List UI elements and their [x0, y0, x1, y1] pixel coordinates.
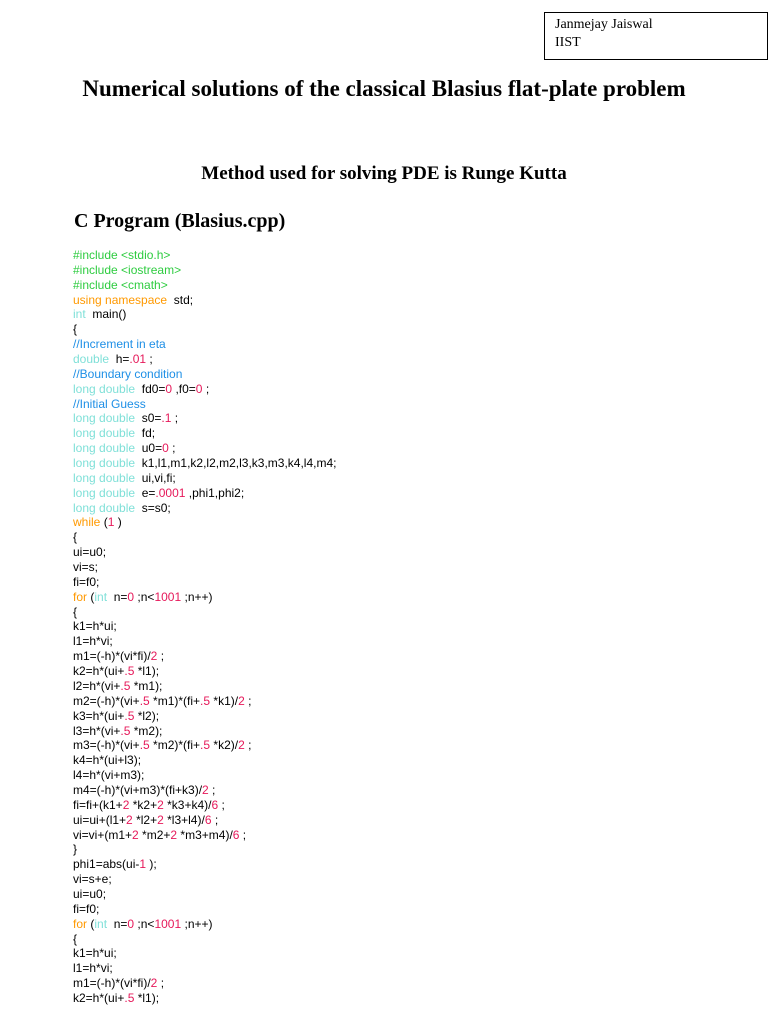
code-line: [73, 619, 753, 634]
code-line: [73, 337, 753, 352]
code-line: [73, 768, 753, 783]
code-text: ;: [168, 441, 176, 456]
number-token: .5: [139, 738, 150, 753]
code-line: [73, 515, 753, 530]
type-token: int: [94, 589, 108, 604]
code-line: [73, 664, 753, 679]
code-text: k3=h*(ui+: [73, 708, 125, 723]
number-token: .5: [124, 708, 135, 723]
type-token: long double: [73, 485, 136, 500]
code-text: ;n<: [134, 916, 155, 931]
keyword-token: for: [73, 589, 88, 604]
code-text: h=: [109, 352, 130, 367]
code-text: ;: [244, 738, 252, 753]
code-text: *m2+: [138, 827, 171, 842]
code-line: [73, 679, 753, 694]
code-text: main(): [85, 307, 127, 322]
code-text: ui=u0;: [73, 545, 107, 560]
code-text: l2=h*(vi+: [73, 678, 121, 693]
preprocessor-token: <stdio.h>: [121, 248, 171, 262]
number-token: 6: [204, 812, 212, 827]
comment-token: //Boundary condition: [73, 366, 183, 381]
code-line: [73, 278, 753, 293]
number-token: .5: [200, 738, 211, 753]
number-token: 2: [238, 693, 245, 708]
code-text: *k2)/: [210, 738, 239, 753]
code-text: m1=(-h)*(vi*fi)/: [73, 649, 151, 664]
code-line: [73, 738, 753, 753]
number-token: 2: [157, 797, 164, 812]
code-line: [73, 352, 753, 367]
number-token: 2: [238, 738, 245, 753]
number-token: 2: [122, 797, 130, 812]
code-line: [73, 798, 753, 813]
code-text: (: [87, 916, 95, 931]
number-token: 2: [202, 782, 209, 797]
code-text: *l2);: [134, 708, 160, 723]
number-token: .5: [139, 693, 150, 708]
code-text: s0=: [135, 411, 162, 426]
code-line: [73, 649, 753, 664]
code-text: ;n<: [134, 589, 155, 604]
number-token: .5: [124, 664, 135, 679]
number-token: 2: [150, 976, 158, 991]
number-token: 1001: [154, 589, 182, 604]
code-text: *l1);: [134, 664, 160, 679]
code-text: ;: [218, 797, 225, 812]
code-text: ;n++): [181, 589, 213, 604]
code-text: l1=h*vi;: [73, 634, 113, 649]
code-text: ;n++): [181, 916, 213, 931]
preprocessor-token: #include: [73, 262, 122, 277]
code-line: [73, 902, 753, 917]
number-token: .01: [129, 352, 147, 367]
comment-token: //Initial Guess: [73, 396, 146, 411]
preprocessor-token: <cmath>: [121, 277, 168, 292]
code-text: *k2+: [129, 797, 158, 812]
code-text: n=: [107, 589, 128, 604]
document-subtitle: Method used for solving PDE is Runge Kutta: [201, 163, 567, 184]
code-text: {: [73, 931, 78, 946]
code-text: l1=h*vi;: [73, 961, 113, 976]
code-text: *m3+m4)/: [177, 827, 233, 842]
code-text: ,f0=: [172, 381, 196, 396]
type-token: long double: [73, 456, 136, 471]
code-text: ;: [146, 352, 153, 367]
code-listing: [73, 248, 753, 1006]
code-line: [73, 293, 753, 308]
code-line: [73, 426, 753, 441]
number-token: 0: [195, 381, 203, 396]
code-line: [73, 307, 753, 322]
code-line: [73, 976, 753, 991]
code-text: fi=f0;: [73, 901, 100, 916]
code-line: [73, 367, 753, 382]
type-token: int: [94, 916, 108, 931]
code-line: [73, 887, 753, 902]
number-token: 2: [157, 812, 164, 827]
number-token: .5: [200, 693, 211, 708]
document-title: Numerical solutions of the classical Blasius flat-plate problem: [82, 76, 686, 101]
type-token: long double: [73, 500, 136, 515]
number-token: 0: [162, 441, 169, 456]
code-text: l4=h*(vi+m3);: [73, 768, 145, 783]
code-text: fd0=: [135, 381, 166, 396]
code-text: ;: [239, 827, 247, 842]
code-line: [73, 783, 753, 798]
code-text: ): [114, 515, 122, 530]
code-text: fi=f0;: [73, 574, 100, 589]
keyword-token: using namespace: [73, 292, 168, 307]
code-line: [73, 545, 753, 560]
code-line: [73, 322, 753, 337]
code-text: {: [73, 322, 78, 337]
number-token: 2: [132, 827, 139, 842]
preprocessor-token: #include: [73, 277, 122, 292]
code-text: *k3+k4)/: [163, 797, 212, 812]
code-text: {: [73, 530, 78, 545]
code-text: ui=u0;: [73, 886, 107, 901]
code-line: [73, 991, 753, 1006]
number-token: 0: [127, 589, 135, 604]
section-heading: C Program (Blasius.cpp): [74, 210, 286, 232]
code-text: u0=: [135, 441, 163, 456]
code-line: [73, 411, 753, 426]
code-line: [73, 530, 753, 545]
type-token: long double: [73, 470, 136, 485]
code-line: [73, 694, 753, 709]
code-line: [73, 382, 753, 397]
code-line: [73, 724, 753, 739]
code-text: m3=(-h)*(vi+: [73, 738, 140, 753]
number-token: 0: [165, 381, 173, 396]
number-token: 6: [232, 827, 240, 842]
number-token: 2: [150, 649, 158, 664]
code-text: fi=fi+(k1+: [73, 797, 123, 812]
code-text: fd;: [135, 426, 156, 441]
code-line: [73, 560, 753, 575]
code-line: [73, 709, 753, 724]
code-text: k4=h*(ui+l3);: [73, 753, 142, 768]
number-token: 2: [126, 812, 133, 827]
code-line: [73, 605, 753, 620]
code-line: [73, 501, 753, 516]
code-text: l3=h*(vi+: [73, 723, 121, 738]
author-org: IIST: [555, 35, 581, 50]
code-text: k2=h*(ui+: [73, 990, 125, 1005]
code-text: *k1)/: [210, 693, 239, 708]
keyword-token: for: [73, 916, 88, 931]
code-line: [73, 828, 753, 843]
code-text: *m1)*(fi+: [149, 693, 201, 708]
code-line: [73, 872, 753, 887]
code-text: m1=(-h)*(vi*fi)/: [73, 976, 151, 991]
code-line: [73, 842, 753, 857]
code-text: {: [73, 604, 78, 619]
code-text: m2=(-h)*(vi+: [73, 693, 140, 708]
code-text: (: [87, 589, 95, 604]
code-text: k1=h*ui;: [73, 946, 117, 961]
author-name: Janmejay Jaiswal: [555, 17, 653, 32]
code-line: [73, 917, 753, 932]
code-text: e=: [135, 485, 156, 500]
code-text: ;: [202, 381, 210, 396]
code-text: );: [146, 857, 157, 872]
code-text: *l3+l4)/: [163, 812, 205, 827]
number-token: .1: [161, 411, 172, 426]
number-token: .5: [120, 678, 131, 693]
type-token: long double: [73, 441, 136, 456]
author-box: [544, 12, 768, 60]
code-text: *m2);: [130, 723, 163, 738]
number-token: 0: [127, 916, 135, 931]
type-token: double: [73, 352, 110, 367]
code-text: phi1=abs(ui-: [73, 857, 140, 872]
number-token: 2: [170, 827, 178, 842]
code-text: vi=s+e;: [73, 872, 112, 887]
code-text: ;: [244, 693, 252, 708]
code-text: (: [100, 515, 108, 530]
code-text: n=: [107, 916, 128, 931]
code-text: *l2+: [132, 812, 158, 827]
code-text: ;: [211, 812, 219, 827]
number-token: .5: [120, 723, 131, 738]
type-token: long double: [73, 411, 136, 426]
code-line: [73, 857, 753, 872]
code-text: ;: [157, 976, 165, 991]
code-line: [73, 590, 753, 605]
code-line: [73, 486, 753, 501]
code-text: ;: [157, 649, 165, 664]
comment-token: //Increment in eta: [73, 337, 166, 352]
code-line: [73, 813, 753, 828]
code-line: [73, 248, 753, 263]
type-token: long double: [73, 426, 136, 441]
code-text: std;: [167, 292, 194, 307]
preprocessor-token: <iostream>: [121, 262, 182, 277]
preprocessor-token: #include: [73, 248, 122, 262]
code-text: s=s0;: [135, 500, 171, 515]
number-token: .5: [124, 990, 135, 1005]
code-text: m4=(-h)*(vi+m3)*(fi+k3)/: [73, 782, 203, 797]
number-token: 1: [139, 857, 147, 872]
code-line: [73, 456, 753, 471]
code-text: *m1);: [130, 678, 163, 693]
code-text: vi=vi+(m1+: [73, 827, 133, 842]
number-token: 6: [211, 797, 219, 812]
code-text: ui,vi,fi;: [135, 470, 176, 485]
code-text: ui=ui+(l1+: [73, 812, 127, 827]
number-token: 1: [107, 515, 115, 530]
code-line: [73, 441, 753, 456]
type-token: long double: [73, 381, 136, 396]
code-line: [73, 471, 753, 486]
code-text: ,phi1,phi2;: [185, 485, 245, 500]
code-text: k1,l1,m1,k2,l2,m2,l3,k3,m3,k4,l4,m4;: [135, 456, 337, 471]
number-token: 1001: [154, 916, 182, 931]
code-text: vi=s;: [73, 560, 99, 575]
code-text: ;: [171, 411, 179, 426]
code-line: [73, 397, 753, 412]
code-text: k1=h*ui;: [73, 619, 117, 634]
type-token: int: [73, 307, 86, 322]
code-text: ;: [208, 782, 216, 797]
code-line: [73, 946, 753, 961]
code-line: [73, 575, 753, 590]
code-text: *m2)*(fi+: [149, 738, 201, 753]
code-line: [73, 753, 753, 768]
code-text: k2=h*(ui+: [73, 664, 125, 679]
code-text: }: [73, 842, 78, 857]
code-line: [73, 634, 753, 649]
code-line: [73, 961, 753, 976]
number-token: .0001: [155, 485, 186, 500]
keyword-token: while: [73, 515, 101, 530]
code-line: [73, 932, 753, 947]
code-text: *l1);: [134, 990, 160, 1005]
code-line: [73, 263, 753, 278]
